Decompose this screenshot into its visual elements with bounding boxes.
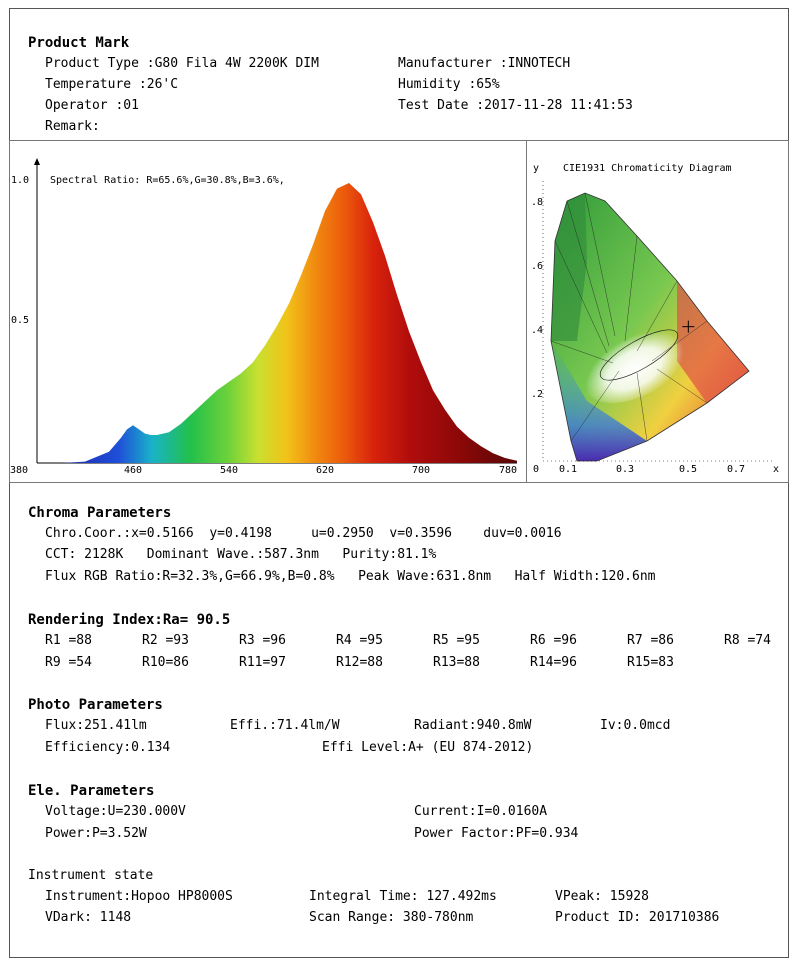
x-tick-label: 380 bbox=[10, 465, 29, 476]
instrument-product-id: Product ID: 201710386 bbox=[555, 910, 720, 925]
x-tick-label: 780 bbox=[498, 465, 517, 476]
product-mark-heading: Product Mark bbox=[28, 35, 130, 51]
humidity: Humidity :65% bbox=[398, 77, 500, 92]
test-date: Test Date :2017-11-28 11:41:53 bbox=[398, 98, 633, 113]
instrument-name: Instrument:Hopoo HP8000S bbox=[45, 889, 233, 904]
photo-flux: Flux:251.41lm bbox=[45, 718, 147, 733]
y-tick-1: 1.0 bbox=[11, 175, 30, 186]
spectral-ratio: Spectral Ratio: R=65.6%,G=30.8%,B=3.6%, bbox=[50, 175, 285, 186]
x-tick-label: 620 bbox=[315, 465, 335, 476]
chroma-cct: CCT: 2128K Dominant Wave.:587.3nm Purity:81.1% bbox=[45, 547, 437, 562]
instrument-scan-range: Scan Range: 380-780nm bbox=[309, 910, 474, 925]
cie-title: CIE1931 Chromaticity Diagram bbox=[563, 163, 732, 174]
manufacturer: Manufacturer :INNOTECH bbox=[398, 56, 571, 71]
rendering-value: R12=88 bbox=[336, 655, 383, 670]
spectrum-panel bbox=[9, 140, 527, 483]
cie-diagram bbox=[527, 141, 788, 482]
rendering-value: R14=96 bbox=[530, 655, 577, 670]
chroma-flux-rgb: Flux RGB Ratio:R=32.3%,G=66.9%,B=0.8% Peak Wave:631.8nm Half Width:120.6nm bbox=[45, 569, 656, 584]
spectrum-area bbox=[37, 183, 517, 463]
ele-current: Current:I=0.0160A bbox=[414, 804, 548, 819]
x-tick-label: 540 bbox=[219, 465, 239, 476]
photo-effi-level: Effi Level:A+ (EU 874-2012) bbox=[322, 740, 534, 755]
cie-y-tick-08: .8 bbox=[531, 197, 544, 208]
rendering-value: R4 =95 bbox=[336, 633, 383, 648]
rendering-value: R3 =96 bbox=[239, 633, 286, 648]
rendering-value: R6 =96 bbox=[530, 633, 577, 648]
cie-horseshoe bbox=[551, 193, 749, 461]
spectrum-chart bbox=[10, 141, 526, 482]
photo-radiant: Radiant:940.8mW bbox=[414, 718, 532, 733]
remark: Remark: bbox=[45, 119, 100, 134]
ele-power-factor: Power Factor:PF=0.934 bbox=[414, 826, 579, 841]
cie-y-tick-06: .6 bbox=[531, 261, 544, 272]
photo-effi: Effi.:71.4lm/W bbox=[230, 718, 340, 733]
photo-efficiency: Efficiency:0.134 bbox=[45, 740, 171, 755]
rendering-value: R2 =93 bbox=[142, 633, 189, 648]
cie-x-label: x bbox=[773, 464, 780, 475]
rendering-value: R7 =86 bbox=[627, 633, 674, 648]
cie-panel bbox=[526, 140, 789, 483]
cie-x-tick-0: 0 bbox=[533, 464, 540, 475]
instrument-vdark: VDark: 1148 bbox=[45, 910, 132, 925]
rendering-value: R1 =88 bbox=[45, 633, 92, 648]
ele-power: Power:P=3.52W bbox=[45, 826, 147, 841]
cie-x-tick-05: 0.5 bbox=[679, 464, 698, 475]
rendering-value: R5 =95 bbox=[433, 633, 480, 648]
rendering-value: R10=86 bbox=[142, 655, 189, 670]
operator: Operator :01 bbox=[45, 98, 139, 113]
rendering-value: R15=83 bbox=[627, 655, 674, 670]
instrument-heading: Instrument state bbox=[28, 868, 154, 883]
chroma-heading: Chroma Parameters bbox=[28, 505, 172, 521]
cie-x-tick-03: 0.3 bbox=[616, 464, 635, 475]
instrument-integral-time: Integral Time: 127.492ms bbox=[309, 889, 497, 904]
cie-x-tick-07: 0.7 bbox=[727, 464, 746, 475]
rendering-value: R13=88 bbox=[433, 655, 480, 670]
x-tick-labels bbox=[10, 465, 517, 476]
x-tick-label: 460 bbox=[123, 465, 143, 476]
y-tick-05: 0.5 bbox=[11, 315, 30, 326]
instrument-vpeak: VPeak: 15928 bbox=[555, 889, 649, 904]
ele-voltage: Voltage:U=230.000V bbox=[45, 804, 186, 819]
rendering-value: R11=97 bbox=[239, 655, 286, 670]
ele-heading: Ele. Parameters bbox=[28, 783, 155, 799]
temperature: Temperature :26'C bbox=[45, 77, 179, 92]
cie-x-tick-01: 0.1 bbox=[559, 464, 578, 475]
rendering-value: R8 =74 bbox=[724, 633, 771, 648]
x-tick-label: 700 bbox=[411, 465, 431, 476]
photo-iv: Iv:0.0mcd bbox=[600, 718, 671, 733]
cie-y-tick-02: .2 bbox=[531, 389, 544, 400]
cie-y-tick-04: .4 bbox=[531, 325, 544, 336]
product-type: Product Type :G80 Fila 4W 2200K DIM bbox=[45, 56, 319, 71]
chroma-coords: Chro.Coor.:x=0.5166 y=0.4198 u=0.2950 v=0.3596 duv=0.0016 bbox=[45, 526, 562, 541]
rendering-value: R9 =54 bbox=[45, 655, 92, 670]
photo-heading: Photo Parameters bbox=[28, 697, 163, 713]
cie-y-label: y bbox=[533, 163, 540, 174]
y-axis-arrow bbox=[34, 158, 40, 165]
rendering-heading: Rendering Index:Ra= 90.5 bbox=[28, 612, 231, 628]
